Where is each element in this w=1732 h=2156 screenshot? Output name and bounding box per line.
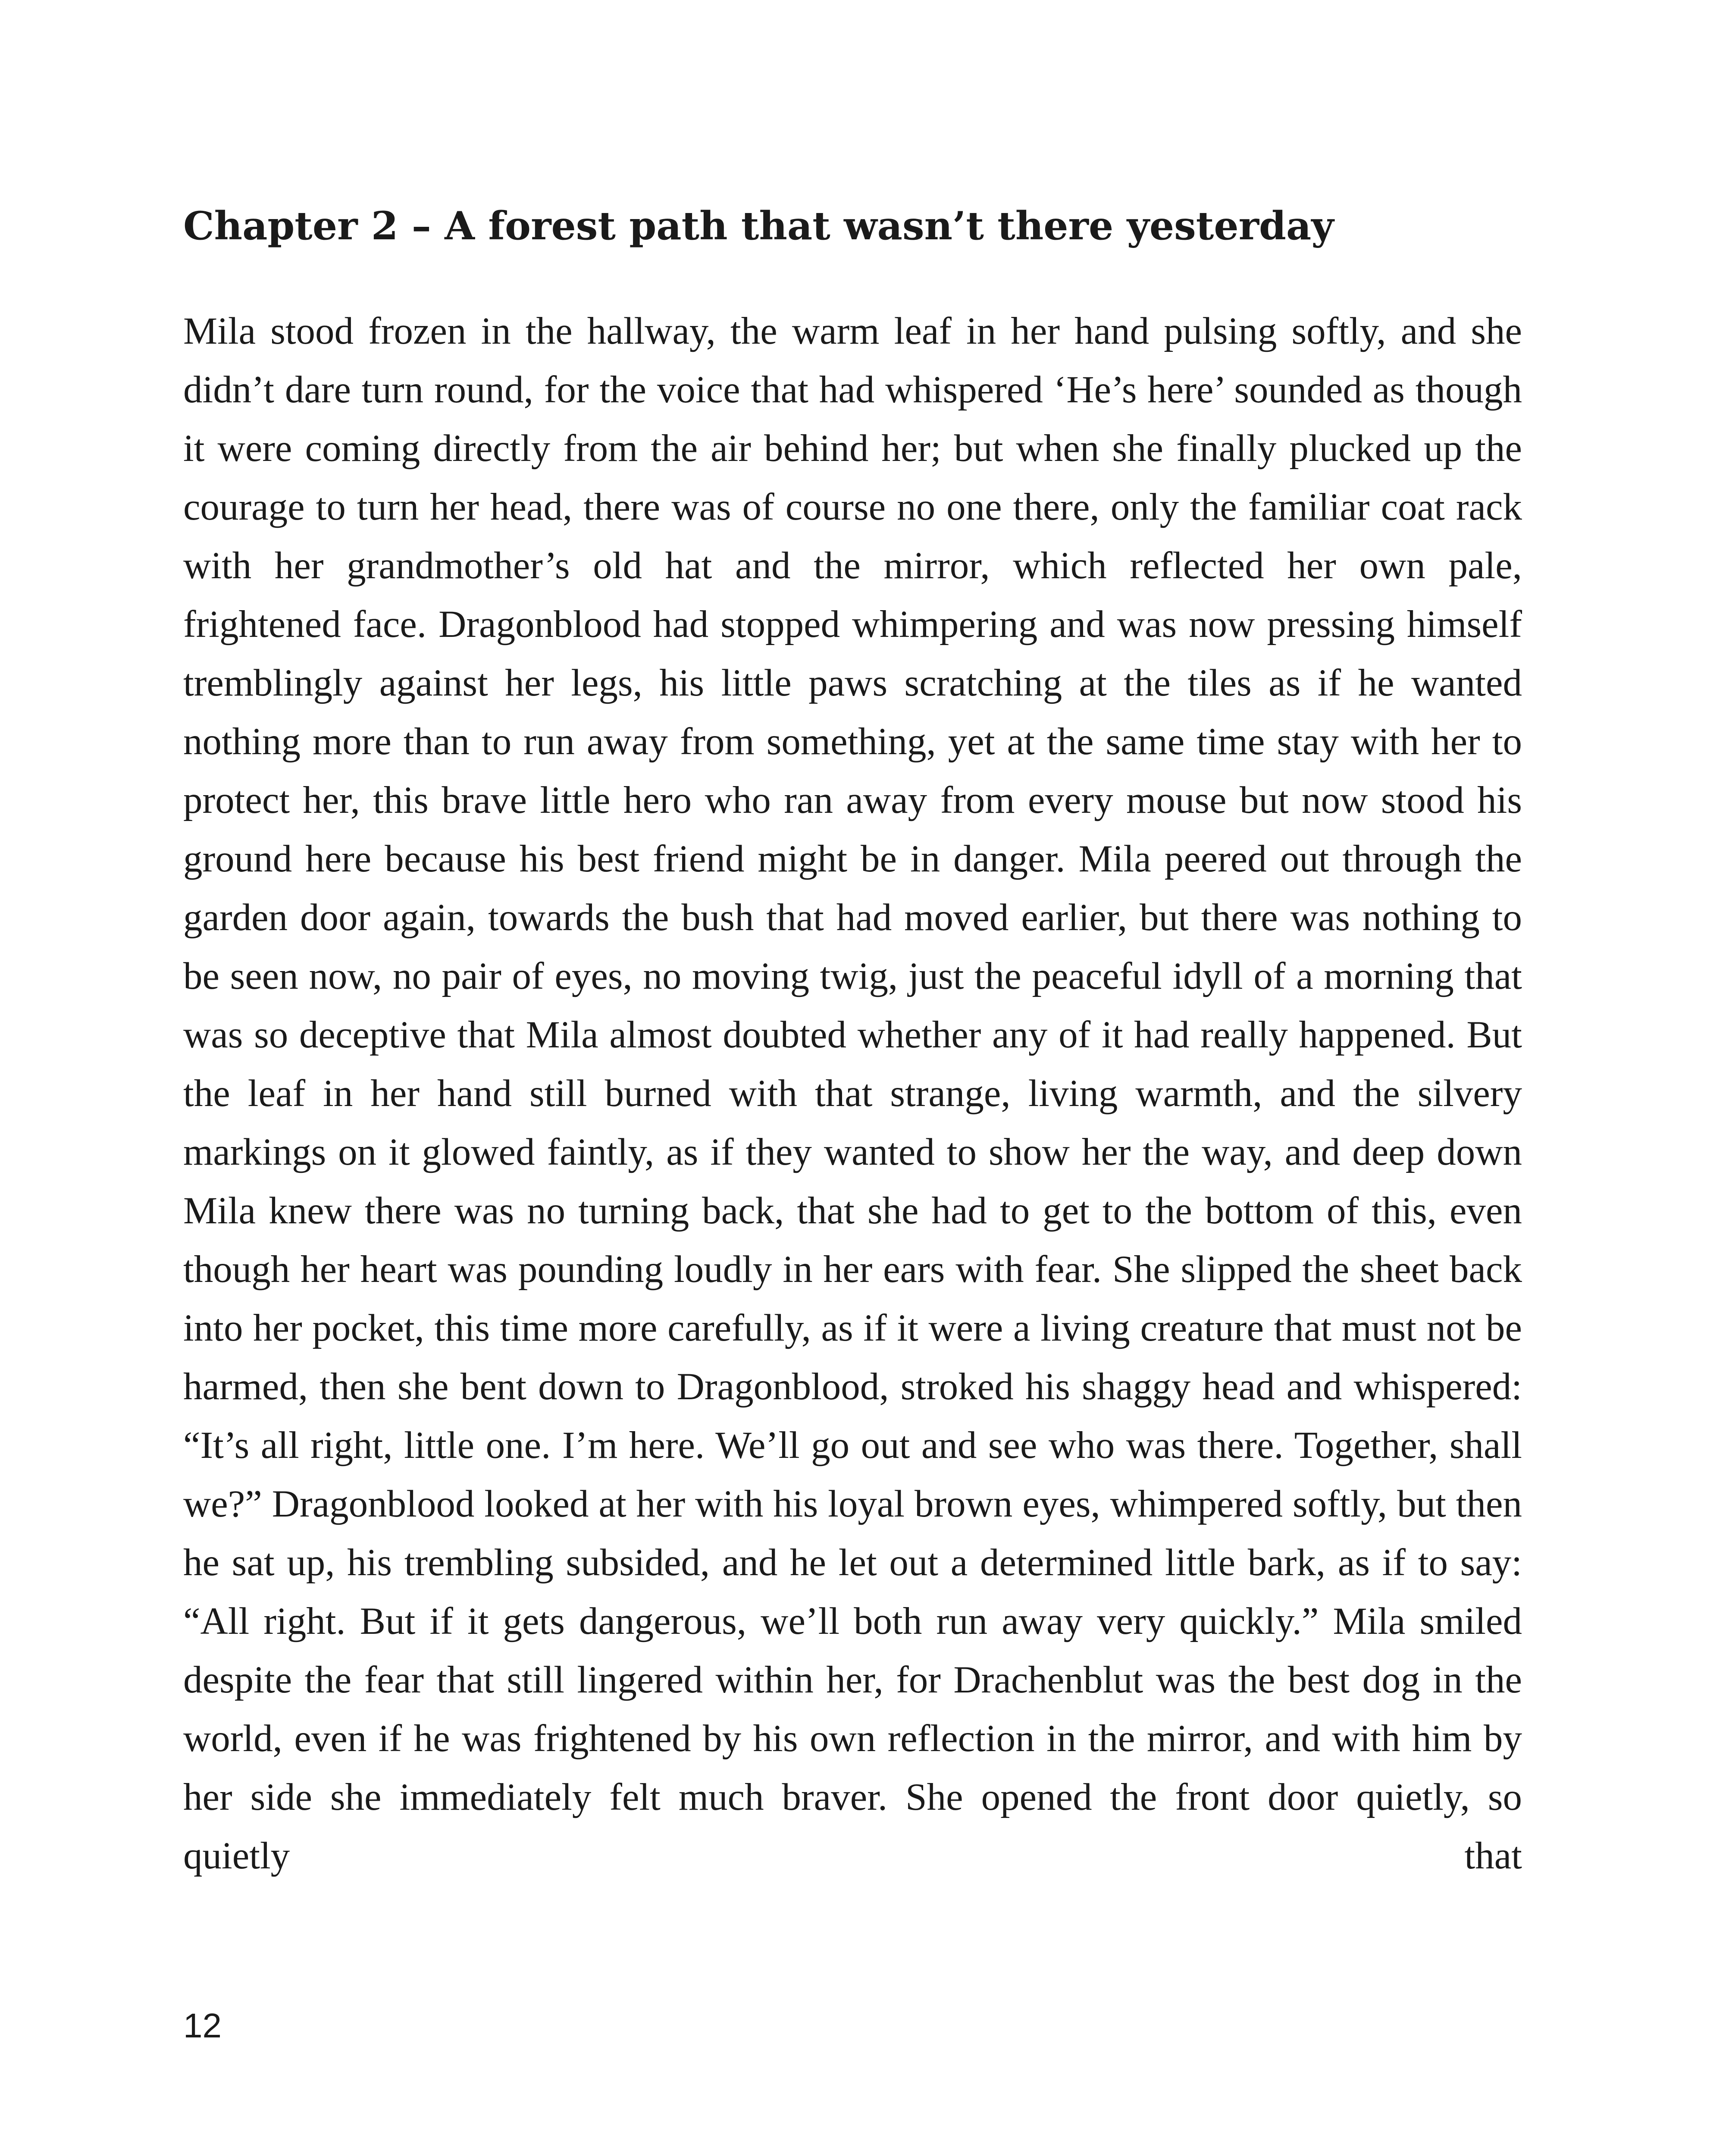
chapter-title: Chapter 2 – A forest path that wasn’t there yesterday [183,203,1334,249]
page-number: 12 [183,2006,222,2045]
chapter-body-paragraph: Mila stood frozen in the hallway, the warm leaf in her hand pulsing softly, and she didn’t dare turn round, for the voice that had whispered ‘He’s here’ sounded as though it were coming directly from the air behind her; but when she finally plucked up the courage to turn her head, there was of course no one there, only the familiar coat rack with her grandmother’s old hat and the mirror, which reflected her own pale, frightened face. Dragonblood had stopped whimpering and was now pressing himself tremblingly against her legs, his little paws scratching at the tiles as if he wanted nothing more than to run away from something, yet at the same time stay with her to protect her, this brave little hero who ran away from every mouse but now stood his ground here because his best friend might be in danger. Mila peered out through the garden door again, towards the bush that had moved earlier, but there was nothing to be seen now, no pair of eyes, no moving twig, just the peaceful idyll of a morning that was so deceptive that Mila almost doubted whether any of it had really happened. But the leaf in her hand still burned with that strange, living warmth, and the silvery markings on it glowed faintly, as if they wanted to show her the way, and deep down Mila knew there was no turning back, that she had to get to the bottom of this, even though her heart was pounding loudly in her ears with fear. She slipped the sheet back into her pocket, this time more carefully, as if it were a living creature that must not be harmed, then she bent down to Dragonblood, stroked his shaggy head and whispered: “It’s all right, little one. I’m here. We’ll go out and see who was there. Together, shall we?” Dragonblood looked at her with his loyal brown eyes, whimpered softly, but then he sat up, his trembling subsided, and he let out a determined little bark, as if to say: “All right. But if it gets dangerous, we’ll both run away very quickly.” Mila smiled despite the fear that still lingered within her, for Drachenblut was the best dog in the world, even if he was frightened by his own reflection in the mirror, and with him by her side she immediately felt much braver. She opened the front door quietly, so quietly that [183,310,1522,1877]
